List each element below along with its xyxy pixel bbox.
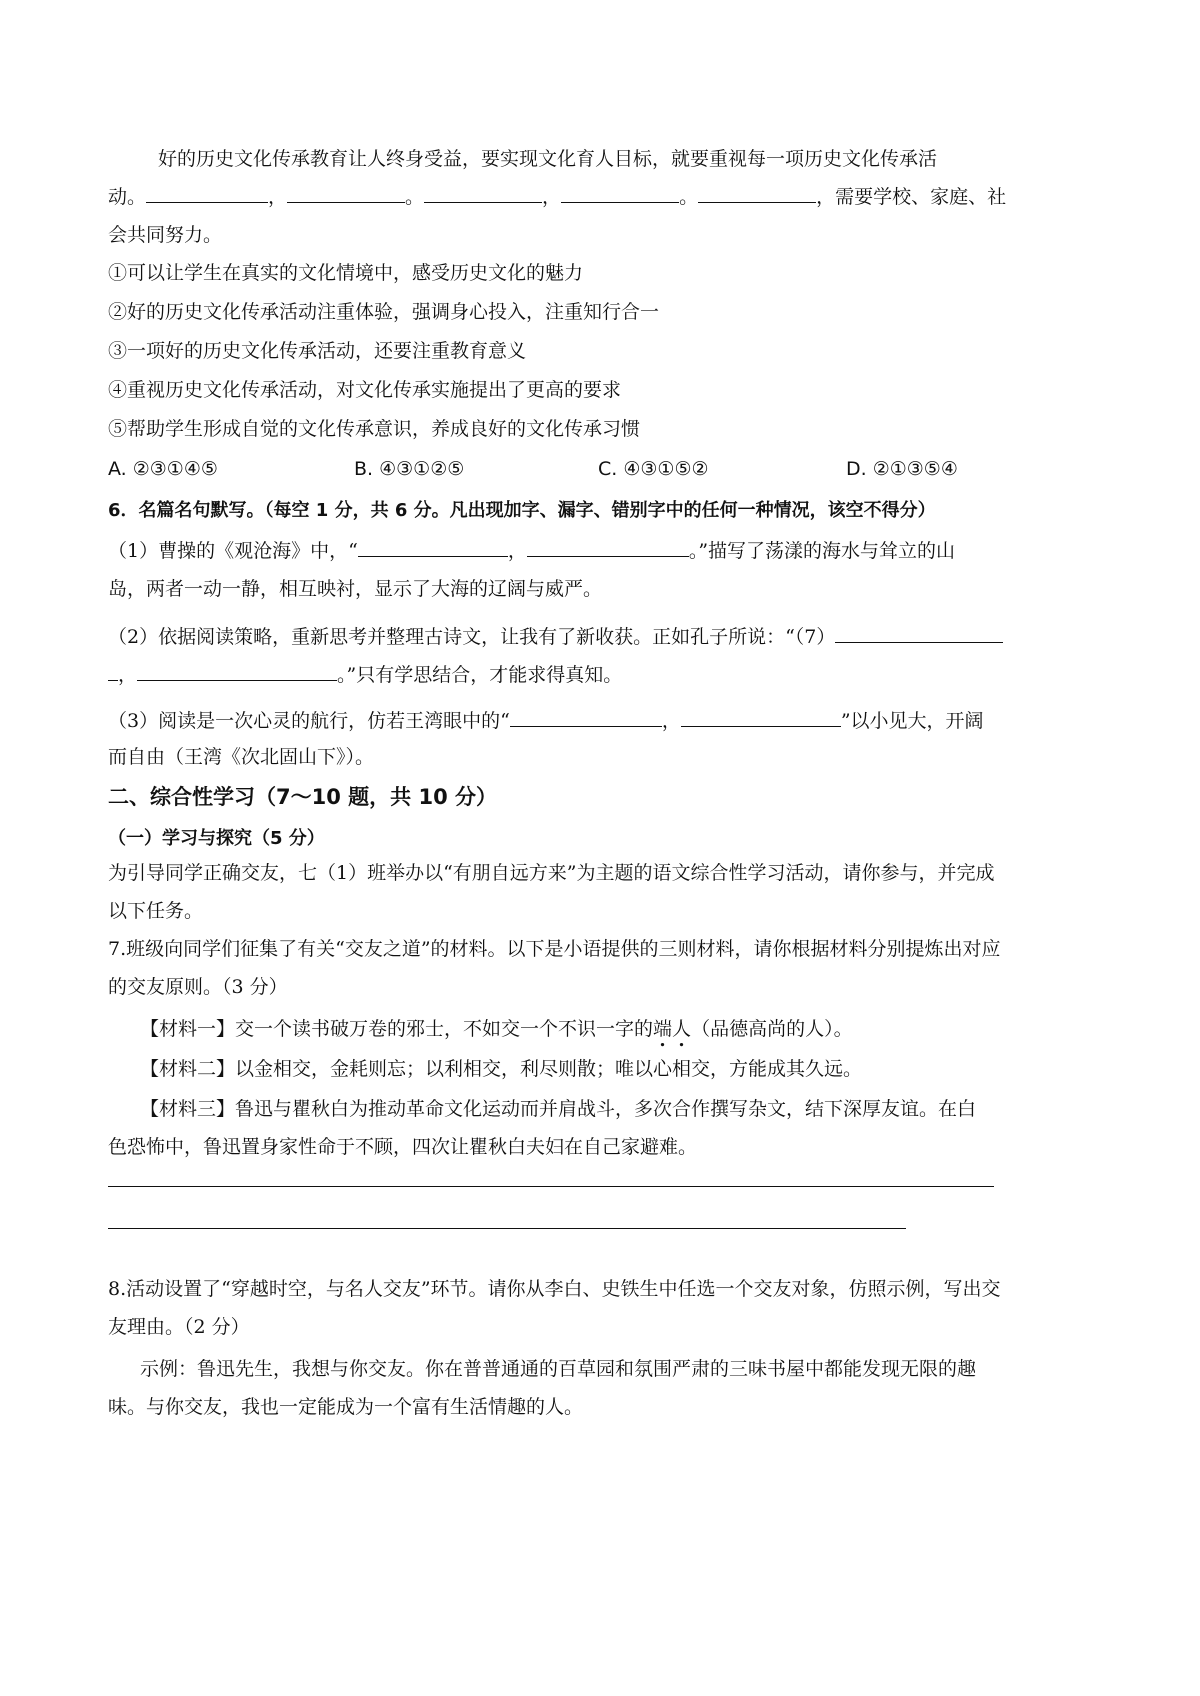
q6-part2-text-c: 。”只有学思结合，才能求得真知。 xyxy=(337,664,623,686)
q7-stem-line2: 的交友原则。（3 分） xyxy=(108,976,288,998)
q6-part2-text-a: （2）依据阅读策略，重新思考并整理古诗文，让我有了新收获。正如孔子所说：“（7） xyxy=(108,626,836,648)
section-intro-line1: 为引导同学正确交友，七（1）班举办以“有朋自远方来”为主题的语文综合性学习活动，请你参与，并完成 xyxy=(108,862,995,884)
q6-part1-text-c: 。”描写了荡漾的海水与耸立的山 xyxy=(688,540,956,562)
answer-blank[interactable] xyxy=(287,182,405,203)
option-d[interactable]: D. ②①③⑤④ xyxy=(846,458,958,480)
material-tag: 【材料一】 xyxy=(140,1018,236,1040)
q6-part3-text-c: ”以小见大，开阔 xyxy=(840,710,984,732)
period: 。 xyxy=(405,186,425,208)
answer-blank[interactable] xyxy=(108,660,118,681)
q5-stem-line-2 xyxy=(108,182,1006,210)
emphasis-char: 人 xyxy=(672,1018,692,1040)
q6-part3-line1 xyxy=(108,706,984,734)
q6-part3-text-a: （3）阅读是一次心灵的航行，仿若王湾眼中的“ xyxy=(108,710,510,732)
q6-part1-line2: 岛，两者一动一静，相互映衬，显示了大海的辽阔与威严。 xyxy=(108,578,603,600)
answer-blank[interactable] xyxy=(681,706,841,727)
q6-part1-text-a: （1）曹操的《观沧海》中，“ xyxy=(108,540,358,562)
option-c[interactable]: C. ④③①⑤② xyxy=(598,458,709,480)
q5-item: ④重视历史文化传承活动，对文化传承实施提出了更高的要求 xyxy=(108,379,622,401)
q5-stem-line-1: 好的历史文化传承教育让人终身受益，要实现文化育人目标，就要重视每一项历史文化传承活 xyxy=(158,148,938,170)
q5-stem-end: ，需要学校、家庭、社 xyxy=(816,186,1007,208)
q6-part2-line1 xyxy=(108,622,1003,650)
period: 。 xyxy=(679,186,699,208)
section-intro-line2: 以下任务。 xyxy=(108,900,204,922)
answer-line[interactable] xyxy=(108,1228,906,1229)
answer-blank[interactable] xyxy=(698,182,816,203)
q5-item: ③一项好的历史文化传承活动，还要注重教育意义 xyxy=(108,340,527,362)
comma: ， xyxy=(661,710,681,732)
answer-blank[interactable] xyxy=(527,536,689,557)
answer-blank[interactable] xyxy=(561,182,679,203)
answer-line[interactable] xyxy=(108,1186,994,1187)
comma: ， xyxy=(118,664,138,686)
q8-example-line1: 示例：鲁迅先生，我想与你交友。你在普普通通的百草园和氛围严肃的三味书屋中都能发现无限的趣 xyxy=(140,1358,977,1380)
q6-part2-line2 xyxy=(108,660,622,688)
material-text: 交一个读书破万卷的邪士，不如交一个不识一字的 xyxy=(235,1018,654,1040)
q6-part3-line2: 而自由（王湾《次北固山下》）。 xyxy=(108,746,375,768)
option-b[interactable]: B. ④③①②⑤ xyxy=(354,458,465,480)
q5-stem-start: 动。 xyxy=(108,186,147,208)
answer-blank[interactable] xyxy=(146,182,268,203)
emphasis-char: 端 xyxy=(653,1018,673,1040)
subsection-title: （一）学习与探究（5 分） xyxy=(108,828,325,849)
material-text: （品德高尚的人）。 xyxy=(691,1018,853,1040)
q5-item: ①可以让学生在真实的文化情境中，感受历史文化的魅力 xyxy=(108,262,584,284)
answer-blank[interactable] xyxy=(835,622,1003,643)
q7-stem-line1: 7.班级向同学们征集了有关“交友之道”的材料。以下是小语提供的三则材料，请你根据材料分别提炼出对应 xyxy=(108,938,1001,960)
comma: ， xyxy=(507,540,527,562)
q8-stem-line2: 友理由。（2 分） xyxy=(108,1316,250,1338)
q5-stem-line-3: 会共同努力。 xyxy=(108,224,223,246)
answer-blank[interactable] xyxy=(358,536,508,557)
section-title: 二、综合性学习（7～10 题，共 10 分） xyxy=(108,785,497,809)
option-a[interactable]: A. ②③①④⑤ xyxy=(108,458,218,480)
material-2: 【材料二】以金相交，金耗则忘；以利相交，利尽则散；唯以心相交，方能成其久远。 xyxy=(140,1058,863,1080)
q6-part1-line1 xyxy=(108,536,955,564)
q8-example-line2: 味。与你交友，我也一定能成为一个富有生活情趣的人。 xyxy=(108,1396,584,1418)
material-1 xyxy=(140,1016,853,1042)
comma: ， xyxy=(542,186,562,208)
answer-blank[interactable] xyxy=(424,182,542,203)
material-3-line2: 色恐怖中，鲁迅置身家性命于不顾，四次让瞿秋白夫妇在自己家避难。 xyxy=(108,1136,698,1158)
comma: ， xyxy=(268,186,288,208)
q8-stem-line1: 8.活动设置了“穿越时空，与名人交友”环节。请你从李白、史铁生中任选一个交友对象，仿照示例，写出交 xyxy=(108,1278,1001,1300)
q6-title: 6．名篇名句默写。（每空 1 分，共 6 分。凡出现加字、漏字、错别字中的任何一种情况，该空不得分） xyxy=(108,500,936,521)
q5-item: ⑤帮助学生形成自觉的文化传承意识，养成良好的文化传承习惯 xyxy=(108,418,641,440)
answer-blank[interactable] xyxy=(137,660,337,681)
answer-blank[interactable] xyxy=(510,706,662,727)
material-3-line1: 【材料三】鲁迅与瞿秋白为推动革命文化运动而并肩战斗，多次合作撰写杂文，结下深厚友谊。在白 xyxy=(140,1098,977,1120)
q5-item: ②好的历史文化传承活动注重体验，强调身心投入，注重知行合一 xyxy=(108,301,660,323)
